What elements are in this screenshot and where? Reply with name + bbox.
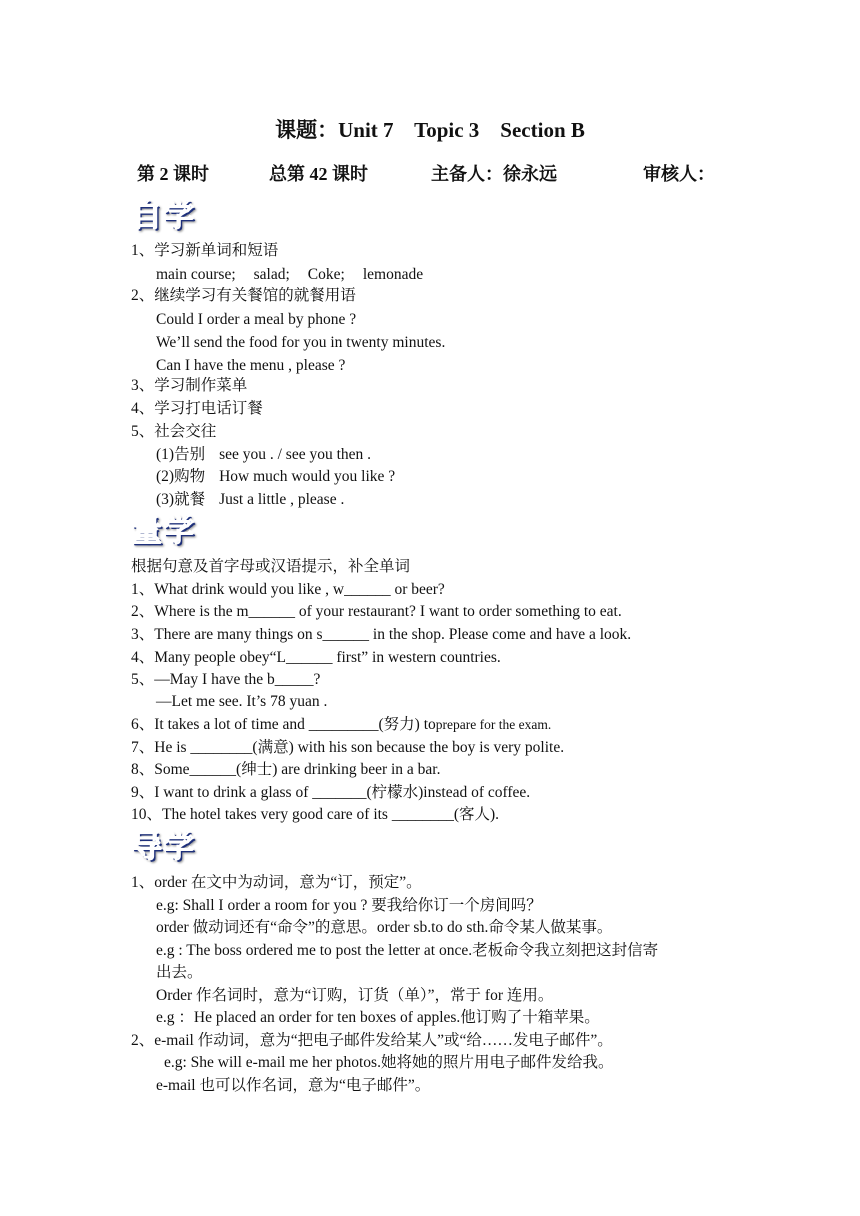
period-label: 第 2 课时 (137, 164, 209, 184)
lesson-meta (137, 160, 737, 186)
exercise-question: 8、Some______(绅士) are drinking beer in a bar. (131, 761, 441, 778)
guide-note: e-mail 也可以作名词，意为“电子邮件”。 (156, 1077, 431, 1094)
zixue-item-1: 1、学习新单词和短语 (131, 242, 279, 259)
social-line (156, 467, 395, 489)
social-label: (2)购物 (156, 468, 206, 485)
social-label: (1)告别 (156, 446, 206, 463)
liangxue-badge: 量学 (131, 513, 195, 549)
total-period-label: 总第 42 课时 (269, 164, 368, 184)
exercise-instruction: 根据句意及首字母或汉语提示，补全单词 (131, 558, 411, 575)
exercise-question-part: prepare for the exam. (435, 717, 552, 732)
zixue-item-4: 4、学习打电话订餐 (131, 400, 263, 417)
guide-example: e.g : The boss ordered me to post the letter at once.老板命令我立刻把这封信寄 (156, 942, 659, 959)
social-label: (3)就餐 (156, 491, 206, 508)
exercise-question: 4、Many people obey“L______ first” in western countries. (131, 649, 501, 666)
vocab-item: lemonade (362, 266, 424, 283)
zixue-item-3: 3、学习制作菜单 (131, 377, 248, 394)
guide-example-cont: 出去。 (156, 964, 203, 981)
vocab-item: salad; (253, 266, 290, 283)
guide-example: e.g ：He placed an order for ten boxes of apples.他订购了十箱苹果。 (156, 1009, 600, 1026)
exercise-question: 10、The hotel takes very good care of its ________(客人). (131, 806, 500, 823)
social-line (156, 490, 344, 512)
exercise-question: 1、What drink would you like , w______ or beer? (131, 581, 445, 598)
guide-note: order 做动词还有“命令”的意思。order sb.to do sth.命令某人做某事。 (156, 919, 613, 936)
exercise-question: 3、There are many things on s______ in the shop. Please come and have a look. (131, 626, 632, 643)
social-line (156, 445, 371, 467)
social-text: Just a little , please . (219, 491, 345, 508)
reviewer-label: 审核人： (643, 164, 715, 184)
exercise-question: 7、He is ________(满意) with his son because the boy is very polite. (131, 739, 565, 756)
guide-note: Order 作名词时，意为“订购，订货（单）”，常于 for 连用。 (156, 987, 554, 1004)
guide-point: 1、order 在文中为动词，意为“订，预定”。 (131, 874, 422, 891)
phrase-line: Can I have the menu , please ? (156, 357, 346, 374)
page-title: 课题：Unit 7 Topic 3 Section B (275, 118, 585, 142)
vocab-list (156, 265, 423, 287)
daoxue-badge: 导学 (131, 829, 195, 865)
exercise-question-reply: —Let me see. It’s 78 yuan . (156, 693, 328, 710)
exercise-question: 2、Where is the m______ of your restaurant? I want to order something to eat. (131, 603, 622, 620)
exercise-question: 9、I want to drink a glass of _______(柠檬水)instead of coffee. (131, 784, 531, 801)
zixue-badge: 自学 (131, 198, 195, 234)
guide-example: e.g: Shall I order a room for you ? 要我给你订一个房间吗？ (156, 897, 542, 914)
exercise-question: 5、—May I have the b_____? (131, 671, 321, 688)
social-text: How much would you like ? (219, 468, 396, 485)
exercise-question (131, 715, 551, 737)
zixue-item-5: 5、社会交往 (131, 423, 217, 440)
social-text: see you . / see you then . (219, 446, 372, 463)
phrase-line: Could I order a meal by phone ? (156, 311, 357, 328)
vocab-item: main course; (156, 266, 236, 283)
exercise-question-part: 6、It takes a lot of time and _________(努力) to (131, 716, 436, 733)
guide-example: e.g: She will e-mail me her photos.她将她的照片用电子邮件发给我。 (164, 1054, 614, 1071)
guide-point: 2、e-mail 作动词，意为“把电子邮件发给某人”或“给……发电子邮件”。 (131, 1032, 613, 1049)
preparer-label: 主备人：徐永远 (431, 164, 557, 184)
phrase-line: We’ll send the food for you in twenty minutes. (156, 334, 446, 351)
zixue-item-2: 2、继续学习有关餐馆的就餐用语 (131, 287, 356, 304)
vocab-item: Coke; (307, 266, 345, 283)
